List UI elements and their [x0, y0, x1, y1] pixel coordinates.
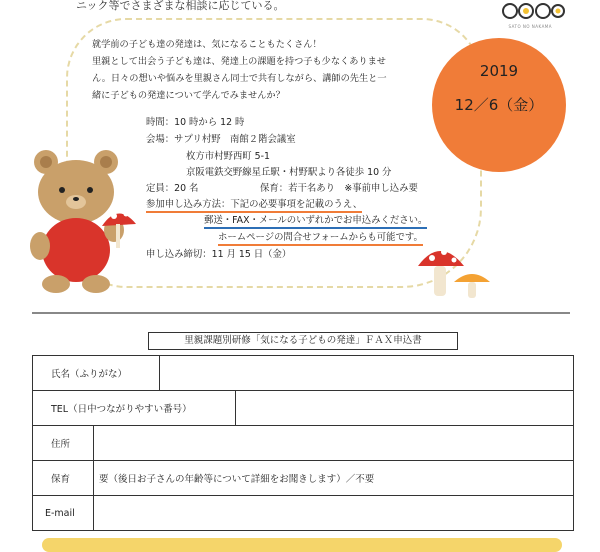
- intro-line: 緒に子どもの発達について学んでみませんか？: [92, 90, 285, 101]
- mushroom-illustration: [414, 238, 494, 302]
- email-field[interactable]: [94, 496, 573, 530]
- intro-text: [92, 36, 432, 104]
- form-title: 里親課題別研修「気になる子どもの発達」ＦＡＸ申込書: [148, 332, 458, 350]
- application-form: [32, 355, 574, 531]
- form-row-email: [33, 496, 573, 530]
- application-method-3: ホームページの問合せフォームからも可能です。: [218, 229, 423, 246]
- date-day: 12／6（金）: [454, 96, 544, 114]
- header-caption: ニック等でさまざまな相談に応じている。: [76, 0, 285, 12]
- childcare-options[interactable]: 要（後日お子さんの年齢等について詳細をお聞きします）／不要: [99, 474, 375, 485]
- date-badge: [432, 38, 566, 172]
- application-method-2: 郵送・FAX・メールのいずれかでお申込みください。: [204, 212, 427, 229]
- label-tel: TEL（日中つながりやすい番号）: [51, 404, 192, 415]
- label-name: 氏名（ふりがな）: [51, 369, 128, 380]
- event-capacity: 定員：20 名: [146, 183, 199, 194]
- date-year: 2019: [479, 62, 519, 80]
- intro-line: 里親として出会う子ども達は、発達上の課題を持つ子も少なくありませ: [92, 56, 386, 67]
- label-childcare: 保育: [51, 474, 71, 485]
- intro-line: 就学前の子ども達の発達は、気になることもたくさん！: [92, 39, 322, 50]
- event-venue: 会場：サプリ村野 南館２階会議室: [146, 134, 296, 145]
- intro-line: ん。日々の想いや悩みを里親さん同士で共有しながら、講師の先生と一: [92, 73, 387, 84]
- form-row-tel: [33, 391, 573, 426]
- application-method: 参加申し込み方法：下記の必要事項を記載のうえ、: [146, 196, 362, 213]
- form-row-childcare: [33, 461, 573, 496]
- event-childcare: 保育：若干名あり ※事前申し込み要: [260, 183, 418, 194]
- logo-subtext: SATO NO NAKAMA: [508, 24, 552, 29]
- event-time: 時間：10 時から 12 時: [146, 117, 245, 128]
- section-divider: [32, 312, 570, 314]
- tel-field[interactable]: [236, 391, 573, 425]
- address-field[interactable]: [94, 426, 573, 460]
- label-email: E-mail: [45, 507, 75, 519]
- organization-logo: [496, 0, 566, 24]
- bear-illustration: [18, 146, 140, 300]
- deadline: 申し込み締切：11 月 15 日（金）: [146, 249, 292, 260]
- event-address: 枚方市村野西町 5-1: [186, 151, 270, 162]
- footer-band: [42, 538, 562, 552]
- event-access: 京阪電鉄交野線星丘駅・村野駅より各徒歩 10 分: [186, 167, 392, 178]
- label-address: 住所: [51, 439, 71, 450]
- form-row-address: [33, 426, 573, 461]
- name-field[interactable]: [160, 356, 573, 390]
- form-row-name: [33, 356, 573, 391]
